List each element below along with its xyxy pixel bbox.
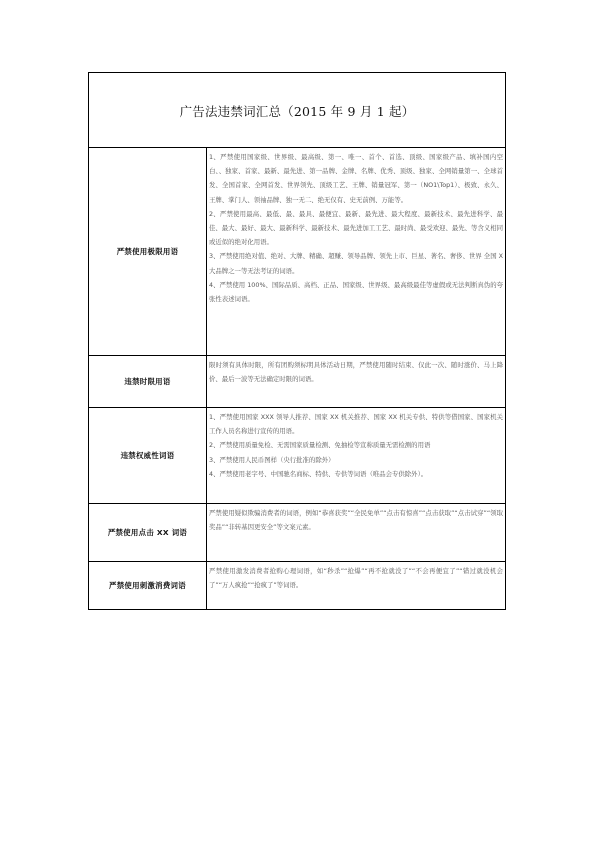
content-paragraph: 3、严禁使用人民币图样（央行批准的除外） (209, 455, 335, 464)
row-content (207, 562, 506, 610)
row-content (207, 356, 506, 408)
title-cell (89, 73, 506, 148)
content-paragraph: 严禁使用激发消费者抢购心理词语，如“秒杀”“抢爆”“再不抢就没了”“不会再便宜了”“错过就没机会了”“万人疯抢”“抢疯了”等词语。 (209, 567, 504, 590)
row-content (207, 504, 506, 562)
content-paragraph: 1、严禁使用国家 XXX 领导人推荐、国家 XX 机关推荐、国家 XX 机关专供、特供等借国家、国家机关工作人员名称进行宣传的用语。 (209, 413, 504, 436)
row-label: 严禁使用点击 XX 词语 (89, 504, 207, 562)
table-row (89, 356, 506, 408)
content-paragraph: 2、严禁使用质量免检、无需国家质量检测、免抽检等宣称质量无需检测的用语 (209, 441, 431, 450)
row-content (207, 148, 506, 356)
row-label: 违禁权威性词语 (89, 408, 207, 504)
content-paragraph: 4、严禁使用 100%、国际品质、高档、正品、国家级、世界级、最高级最佳等虚假或无法判断真伪的夸张性表述词语。 (209, 280, 504, 304)
content-paragraph: 2、严禁使用最高、最低、最、最具、最便宜、最新、最先进、最大程度、最新技术、最先进科学、最佳、最大、最好、最大、最新科学、最新技术、最先进加工工艺、最时尚、最受欢迎、最先、等含义相同或近似的绝对化用语。 (209, 209, 504, 247)
content-paragraph: 限时须有具体时限，所有团购须标明具体活动日期，严禁使用随时结束、仅此一次、随时涨价、马上降价、最后一波等无法确定时限的词语。 (209, 361, 504, 384)
row-content (207, 408, 506, 504)
content-paragraph: 3、严禁使用绝对值、绝对、大牌、精确、超赚、领导品牌、领先上市、巨星、著名、奢侈、世界 全国 X 大品牌之一等无法考证的词语。 (209, 252, 504, 275)
row-label: 严禁使用刺激消费词语 (89, 562, 207, 610)
table-row (89, 408, 506, 504)
title-row (89, 73, 506, 148)
table-row (89, 504, 506, 562)
table-row (89, 562, 506, 610)
document-title: 广告法违禁词汇总（2015 年 9 月 1 起） (179, 103, 415, 119)
row-label: 违禁时限用语 (89, 356, 207, 408)
content-paragraph: 4、严禁使用老字号、中国驰名商标、特供、专供等词语（唯品会专供除外）。 (209, 469, 428, 478)
table-row (89, 148, 506, 356)
content-paragraph: 严禁使用疑似欺骗消费者的词语，例如“恭喜获奖”“全民免单”“点击有惊喜”“点击获取”“点击试穿”“领取奖品”“非转基因更安全”等文案元素。 (209, 509, 504, 532)
content-paragraph: 1、严禁使用国家级、世界级、最高级、第一、唯一、首个、首选、顶级、国家级产品、填补国内空白、、独家、首家、最新、最先进、第一品牌、金牌、名牌、优秀、顶级、独家、全网销量第一、全球首发、全国首家、全网首发、世界领先、顶级工艺、王牌、销量冠军、第一（NO1\Top1）、极致、永久、王牌、掌门人、领袖品牌、独一无二、绝无仅有、史无前例、万能等。 (209, 153, 504, 204)
row-label: 严禁使用极限用语 (89, 148, 207, 356)
regulation-table (88, 72, 506, 610)
